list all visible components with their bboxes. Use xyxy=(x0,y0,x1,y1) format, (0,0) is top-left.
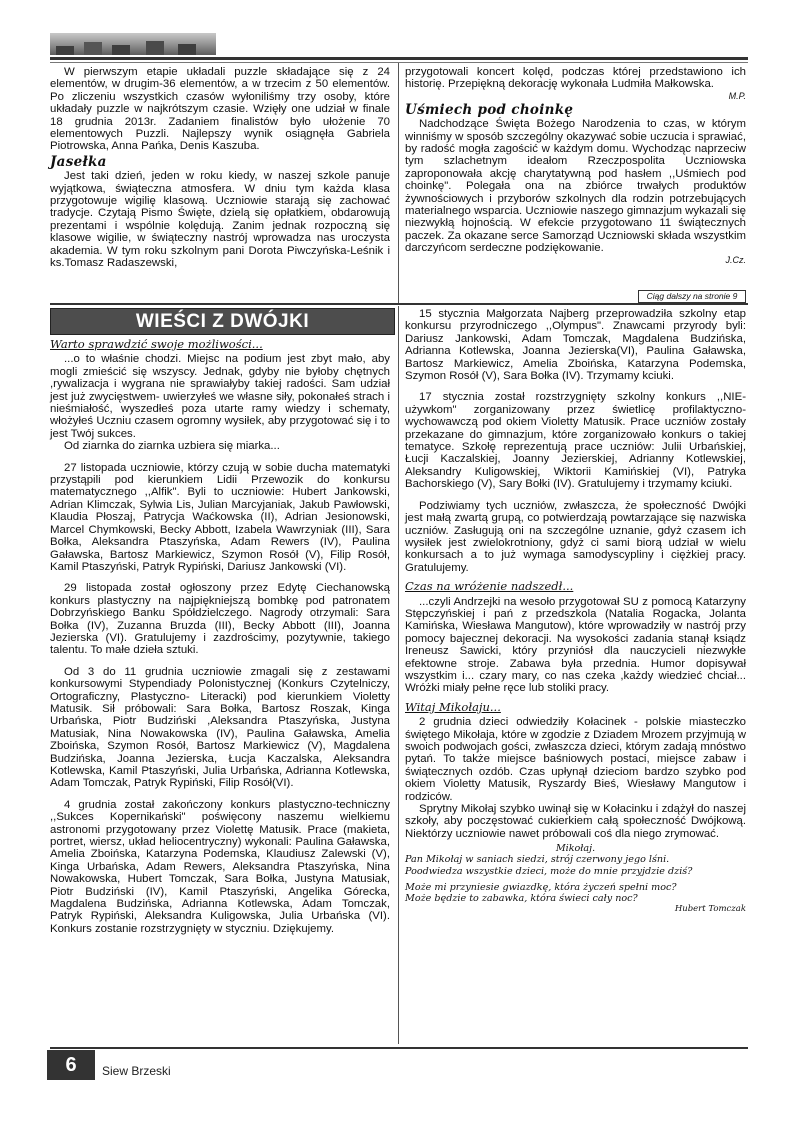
paragraph: 2 grudnia dzieci odwiedziły Kołacinek - polskie miasteczko świętego Mikołaja, które w zgodzie z Dziadem Mrozem przyjmują w swoich podwojach gości, zwłaszcza dzieci, którym zadają mnóstwo pytań. To także miejsce baśniowych postaci, miejsce zabaw i świątecznych ozdób. Czas upłynął dzieciom bardzo szybko pod okiem Violetty Matusik, Ryszardy Bieś, Wiesławy Mangutow i rodziców. xyxy=(405,716,746,803)
paragraph: 4 grudnia został zakończony konkurs plastyczno-techniczny ,,Sukces Kopernikański" poświęcony naszemu wielkiemu astronomi przygotowany przez Violettę Matusik. Prace (makieta, portret, wiersz, układ heliocentryczny) wykonali: Paulina Gaławska, Amelia Zboińska, Katarzyna Podemska, Klaudiusz Zalewski (V), Kinga Urbańska, Adam Rewers, Aleksandra Ptaszyńska, Nina Nowakowska, Hubert Tomczak, Sara Bołka, Justyna Matusiak, Piotr Budziński (IV), Kamil Ptaszyński, Angelika Górecka, Magdalena Budzińska, Adrianna Kotlewska, Adam Tomczak, Patryk Rypiński, Aleksandra Kuligowska, Julia Urbańska (VI). Konkurs zostanie rozstrzygnięty w styczniu. Dziękujemy. xyxy=(50,798,390,935)
page-number: 6 xyxy=(47,1050,95,1080)
heading-warto: Warto sprawdzić swoje możliwości... xyxy=(50,337,263,351)
heading-wrozenie: Czas na wróżenie nadszedł... xyxy=(405,579,574,594)
poem-line: Pan Mikołaj w saniach siedzi, strój czerwony jego lśni. xyxy=(405,854,670,866)
column-divider-bottom xyxy=(398,306,399,1044)
poem-line: Może mi przyniesie gwiazdkę, która życzeń spełni moc? xyxy=(405,881,677,893)
header-rule xyxy=(50,57,748,60)
paragraph: 15 stycznia Małgorzata Najberg przeprowadziła szkolny etap konkursu przyrodniczego ,,Olympus". Znawcami przyrody byli: Dariusz Jankowski, Adam Tomczak, Magdalena Budzińska, Adrianna Kotlewska, Joanna Jezierska(VI), Paulina Gaławska, Bartosz Markiewicz, Amelia Zboińska, Katarzyna Podemska, Szymon Rosół (V), Sara Bołka (IV). Trzymamy kciuki. xyxy=(405,308,746,383)
header-photo xyxy=(50,33,216,55)
paragraph: W pierwszym etapie układali puzzle składające się z 24 elementów, w drugim-36 elementów, a w trzecim z 50 elementów. Po zliczeniu wszystkich czasów wyłoniliśmy trzy osoby, które układały puzzle w najkrótszym czasie. Wzięły one udział w finale 18 grudnia 2013r. Zadaniem finalistów było ułożenie 70 elementowych Puzzli. Najlepszy wynik osiągnęła Gabriela Piotrowska, Anna Pańka, Denis Kaszuba. xyxy=(50,66,390,153)
poem-line: Może będzie to zabawka, która świeci cały noc? xyxy=(405,893,638,905)
paragraph: Sprytny Mikołaj szybko uwinął się w Kołacinku i zdążył do naszej szkoły, aby poczęstować cukierkiem całą społeczność Dwójkową. Niektórzy uczniowie nawet próbowali coś dla niego zrymować. xyxy=(405,803,746,840)
paragraph: ...o to właśnie chodzi. Miejsc na podium jest zbyt mało, aby mogli zmieścić się wszyscy. Jednak, gdyby nie byłoby chętnych ,rywalizacja i wygrana nie sprawiałyby takiej radości. Sam udział jest już zwycięstwem- uwierzyłeś we własne siły, pokonałeś strach i nieśmiałość, wyszedłeś poza utarte ramy wiedzy i schematy, włożyłeś Uczniu czasem ogromny wysiłek, aby przygotować się i to jest Twój sukces. xyxy=(50,353,390,440)
publication-name: Siew Brzeski xyxy=(102,1064,171,1078)
paragraph: przygotowali koncert kolęd, podczas której przedstawiono ich historię. Przepiękną dekorację wykonała Ludmiła Małkowska. xyxy=(405,66,746,91)
article-wiesci-left xyxy=(50,338,390,935)
paragraph: 27 listopada uczniowie, którzy czują w sobie ducha matematyki przystąpili pod kierunkiem Lidii Przewozik do konkursu matematycznego ,,Alfik". Byli to uczniowie: Hubert Jankowski, Adrian Klimczak, Sylwia Lis, Julian Marcyjaniak, Jakub Pawłowski, Klaudia Płoszaj, Patrycja Waćkowska (II), Adrian Jesionowski, Marcel Chymkowski, Becky Abbott, Izabela Wawrzyniak (III), Sara Bołka, Aleksandra Ptaszyńska, Adam Rewers (IV), Paulina Gaławska, Bartosz Markiewicz, Szymon Rosół (V), Filip Rosół, Kamil Ptaszyński, Patryk Rypiński, Dariusz Jankowski (VI). xyxy=(50,461,390,573)
poem-author: Hubert Tomczak xyxy=(674,904,746,915)
poem-line: Poodwiedza wszystkie dzieci, może do mnie przyjdzie dziś? xyxy=(405,865,693,877)
paragraph: Jest taki dzień, jeden w roku kiedy, w naszej szkole panuje wyjątkowa, świąteczna atmosfera. W dniu tym każda klasa przygotowuje wigilię klasową. Uczniowie starają się zachować tradycje. Czytają Pismo Święte, dzielą się opłatkiem, obdarowują prezentami i wspólnie kolędują. Zanim jednak rozpoczną się klasowe wigilie, w świąteczny nastrój wprowadza nas uroczysta akademia. W tym roku szkolnym pani Dorota Piwczyńska-Leśnik i ks.Tomasz Radaszewski, xyxy=(50,170,390,270)
article-wiesci-right xyxy=(405,308,746,914)
column-divider-top xyxy=(398,63,399,303)
heading-usmiech: Uśmiech pod choinkę xyxy=(405,101,574,118)
paragraph: Podziwiamy tych uczniów, zwłaszcza, że społeczność Dwójki jest małą zwartą grupą, co potwierdzają powtarzające się nazwiska uczniów. Zasługują oni na szczególne uznanie, gdyż czasem ich wysiłek jest zwielokrotniony, gdyż ci sami biorą udział w wielu konkursach a to już wymaga samodyscypliny i ciężkiej pracy. Gratulujemy. xyxy=(405,499,746,574)
header-rule-thin xyxy=(50,62,748,63)
section-title: WIEŚCI Z DWÓJKI xyxy=(135,311,310,332)
poem-title: Mikołaj. xyxy=(555,843,596,855)
section-rule xyxy=(50,303,748,305)
heading-jaselka: Jasełka xyxy=(50,153,107,170)
paragraph: 17 stycznia został rozstrzygnięty szkolny konkurs ,,NIE-używkom" zorganizowany przez świetlicę profilaktyczno-wychowawczą pod okiem Violetty Matusik. Prace uczniów zostały przekazane do gimnazjum, które zorganizowało konkurs o takiej tematyce. Szkołę reprezentują prace uczniów: Julii Urbańskiej, Łucji Kaczalskiej, Joanny Jezierskiej, Adrianny Kotlewskiej, Aleksandry Kuligowskiej, Wiktorii Kamińskiej (VI), Patryka Bachorskiego (V), Sary Bołki (IV). Gratulujemy i trzymamy kciuki. xyxy=(405,391,746,491)
continued-note: Ciąg dalszy na stronie 9 xyxy=(638,290,746,303)
paragraph: Od 3 do 11 grudnia uczniowie zmagali się z zestawami konkursowymi Stypendiady Polonistycznej (Konkurs Czytelniczy, Ortograficzny, Plastyczno- Literacki) pod kierunkiem Violetty Matusik. Sił próbowali: Sara Bołka, Bartosz Roszak, Kinga Urbańska, Piotr Budziński ,Aleksandra Ptaszyńska, Justyna Matusiak, Nina Nowakowska (IV), Paulina Gaławska, Amelia Zboińska, Szymon Rosół, Bartosz Markiewicz (V), Magdalena Budzińska, Joanna Jezierska, Łucja Kaczalska, Aleksandra Kotlewska, Kamil Ptaszyński, Julia Urbańska, Adrianna Kotlewska, Adam Tomczak, Patryk Rypiński, Filip Rosół(VI). xyxy=(50,665,390,790)
paragraph: Nadchodzące Święta Bożego Narodzenia to czas, w którym winniśmy w sposób szczególny okazywać sobie uczucia i sprawiać, by radość mogła zagościć w każdym domu. Wychodząc naprzeciw tym szlachetnym ideałom Rzeczpospolita Uczniowska zaproponowała akcję charytatywną pod hasłem ,,Uśmiech pod choinkę". Polegała ona na zbiórce trwałych produktów żywnościowych i przyborów szkolnych dla rodzin potrzebujących materialnego wsparcia. Uczniowie naszego gimnazjum wykazali się niezwykłą hojnością. W efekcie przygotowano 11 świątecznych paczek. Za okazane serce Samorząd Uczniowski składa wszystkim darczyńcom serdeczne podziękowanie. xyxy=(405,118,746,255)
paragraph: 29 listopada został ogłoszony przez Edytę Ciechanowską konkurs plastyczny na najpiękniejszą bombkę pod patronatem Dobrzyńskiego Banku Spółdzielczego. Nagrody otrzymali: Sara Bołka (IV), Zuzanna Bruzda (III), Becky Abbott (III), Joanna Jezierska (VI). Gratulujemy i zazdrościmy, pozytywnie, takiego talentu. To małe dzieła sztuki. xyxy=(50,582,390,657)
article-usmiech xyxy=(405,66,746,265)
section-banner xyxy=(50,308,395,335)
paragraph: Od ziarnka do ziarnka uzbiera się miarka... xyxy=(64,440,280,453)
paragraph: ...czyli Andrzejki na wesoło przygotował SU z pomocą Katarzyny Stępczyńskiej i pań z przedszkola (Natalia Rogacka, Jolanta Kamińska, Wiesława Mangutow), które wprowadziły w nastrój przy pomocy bajecznej dekoracji. Na wysokości zadania stanął ksiądz Ireneusz Sawicki, który przyniósł dla nauczycieli niezwykłe efektowne stroje. Zabawa była przednia. Humor dopisywał wszystkim i... czary mary, co nas czeka ,każdy wiedzieć chciał... Wróżki miały pełne ręce lub stoliki pracy. xyxy=(405,595,746,695)
signature: J.Cz. xyxy=(725,254,746,265)
heading-mikolaj: Witaj Mikołaju... xyxy=(405,699,501,714)
footer-rule xyxy=(50,1047,748,1049)
signature: M.P. xyxy=(728,90,746,101)
poem xyxy=(405,843,746,914)
article-puzzle-jaselka xyxy=(50,66,390,270)
